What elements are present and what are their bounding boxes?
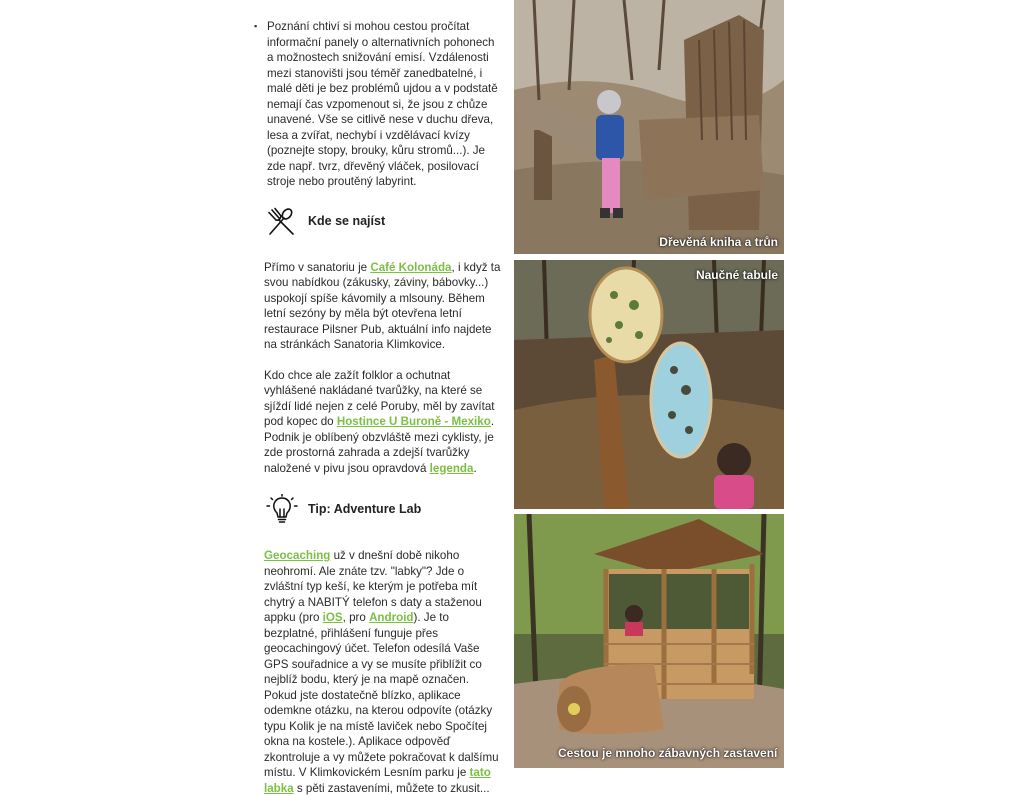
- section-title-tip: Tip: Adventure Lab: [308, 502, 422, 517]
- intro-bullet-item: [264, 19, 504, 190]
- text-run: už v dnešní době nikoho neohromí. Ale znáte tzv. "labky"? Jde o zvláštní typ keší, ke kterým je potřeba mít chytrý a NABITÝ telefon s daty a staženou appku (pro: [264, 549, 482, 624]
- text-run: , i když ta svou nabídkou (zákusky, záviny, bábovky...) uspokojí spíše kávomily a mlsouny. Během letní sezóny by měla být otevřena letní restaurace Pilsner Pub, aktuální info najdete na stránkách Sanatoria Klimkovice.: [264, 260, 501, 351]
- link-ios[interactable]: iOS: [322, 611, 343, 624]
- link-hostinec-u-burone[interactable]: Hostince U Buroně - Mexiko: [336, 415, 491, 428]
- text-run: . Podnik je oblíbený obzvláště mezi cyklisty, je zde prostorná zahrada a zdejší tvarůžky naložené v pivu jsou opravdová: [264, 415, 495, 475]
- link-tato-labka[interactable]: tato labka: [264, 766, 491, 795]
- section-title-food: Kde se najíst: [308, 213, 386, 228]
- photo-caption-3: Cestou je mnoho zábavných zastavení: [558, 746, 778, 760]
- fork-spoon-icon: [264, 206, 300, 238]
- link-cafe-kolonada[interactable]: Café Kolonáda: [370, 260, 452, 274]
- article-text-column: [264, 0, 504, 796]
- photo-wooden-book-throne: [514, 0, 784, 254]
- section-heading-food: [264, 206, 504, 238]
- photo-caption-1: Dřevěná kniha a trůn: [659, 235, 778, 249]
- photo-caption-2: Naučné tabule: [695, 268, 778, 282]
- lightbulb-icon: [264, 494, 300, 526]
- text-run: .: [473, 461, 477, 475]
- food-paragraph-1: [264, 260, 504, 353]
- text-run: ). Je to bezplatné, přihlášení funguje přes geocachingový účet. Telefon odesílá Vaše GPS souřadnice a vy se musíte přiblížit co nejblíž bodu, který je na mapě označen. Pokud jste dostatečně blízko, aplikace odemkne otázku, na kterou odpovíte (otázky typu Kolik je na místě laviček nebo Spočítej okna na kostele.). Aplikace odpověď zkontroluje a vy můžete pokračovat k dalšímu místu. V Klimkovickém Lesním parku je: [264, 611, 499, 779]
- text-run: s pěti zastaveními, můžete to zkusit...: [293, 781, 490, 795]
- food-paragraph-2: [264, 368, 504, 477]
- link-geocaching[interactable]: Geocaching: [264, 549, 331, 562]
- photo-wooden-playground: [514, 514, 784, 768]
- tip-paragraph: [264, 548, 504, 796]
- photo-educational-boards: [514, 260, 784, 509]
- link-legenda[interactable]: legenda: [429, 461, 474, 475]
- text-run: , pro: [342, 611, 370, 624]
- text-run: Přímo v sanatoriu je: [264, 260, 371, 274]
- section-heading-tip: [264, 494, 504, 526]
- intro-paragraph: Poznání chtiví si mohou cestou pročítat informační panely o alternativních pohonech a možnostech snižování emisí. Vzdálenosti mezi stanovišti jsou téměř zanedbatelné, i malé děti je bez problémů ujdou a v podstatě nemají čas vzpomenout si, že jsou z chůze unavené. Vše se citlivě nese v duchu dřeva, lesa a zvířat, nechybí i vzdělávací kvízy (poznejte stopy, brouky, kůru stromů...). Je zde např. tvrz, dřevěný vláček, posilovací stroje nebo proutěný labyrint.: [267, 20, 498, 188]
- link-android[interactable]: Android: [369, 611, 414, 624]
- text-run: Kdo chce ale zažít folklor a ochutnat vyhlášené nakládané tvarůžky, na které se sjíždí lidé nejen z celé Poruby, měl by zavítat pod kopec do: [264, 368, 495, 428]
